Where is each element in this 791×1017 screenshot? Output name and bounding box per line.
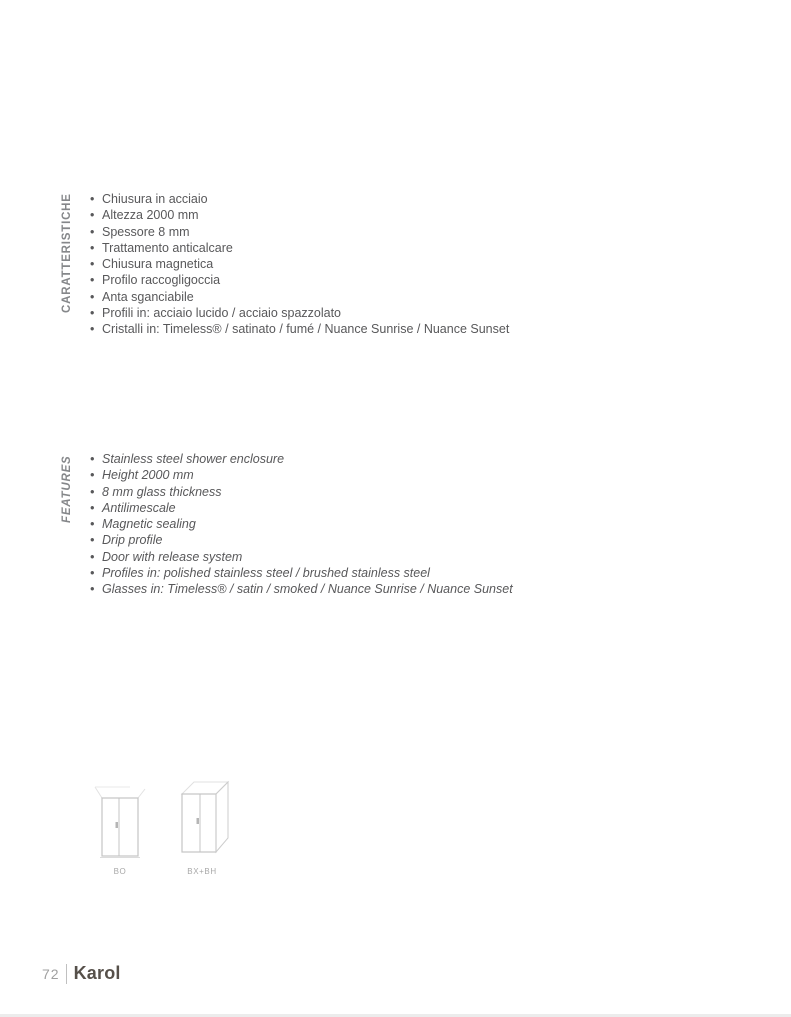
list-item: • Drip profile: [90, 532, 513, 548]
diagram-label: BX+BH: [187, 867, 217, 876]
product-diagram-bo: [92, 782, 148, 876]
features-list: [90, 451, 513, 598]
section-heading-features: FEATURES: [61, 455, 73, 523]
shower-enclosure-corner-drawing: [170, 776, 234, 862]
footer-divider: [66, 964, 67, 984]
shower-enclosure-front-drawing: [92, 782, 148, 862]
list-item: • Glasses in: Timeless® / satin / smoked / Nuance Sunrise / Nuance Sunset: [90, 581, 513, 597]
page-number: 72: [42, 965, 60, 982]
list-item: • Stainless steel shower enclosure: [90, 451, 513, 467]
list-item: • Profili in: acciaio lucido / acciaio spazzolato: [90, 305, 509, 321]
list-item: • Magnetic sealing: [90, 516, 513, 532]
list-item: • Anta sganciabile: [90, 289, 509, 305]
caratteristiche-list: [90, 191, 509, 338]
diagram-label: BO: [113, 867, 127, 876]
list-item: • Height 2000 mm: [90, 467, 513, 483]
list-item: • 8 mm glass thickness: [90, 484, 513, 500]
list-item: • Trattamento anticalcare: [90, 240, 509, 256]
list-item: • Door with release system: [90, 549, 513, 565]
brand-logo: Karol: [73, 963, 121, 983]
product-diagram-bx-bh: [170, 776, 234, 876]
list-item: • Chiusura in acciaio: [90, 191, 509, 207]
list-item: • Spessore 8 mm: [90, 224, 509, 240]
list-item: • Cristalli in: Timeless® / satinato / fumé / Nuance Sunrise / Nuance Sunset: [90, 321, 509, 337]
list-item: • Profilo raccogligoccia: [90, 272, 509, 288]
section-heading-caratteristiche: CARATTERISTICHE: [61, 193, 73, 313]
list-item: • Chiusura magnetica: [90, 256, 509, 272]
list-item: • Profiles in: polished stainless steel / brushed stainless steel: [90, 565, 513, 581]
list-item: • Altezza 2000 mm: [90, 207, 509, 223]
page-footer: [42, 963, 121, 984]
list-item: • Antilimescale: [90, 500, 513, 516]
